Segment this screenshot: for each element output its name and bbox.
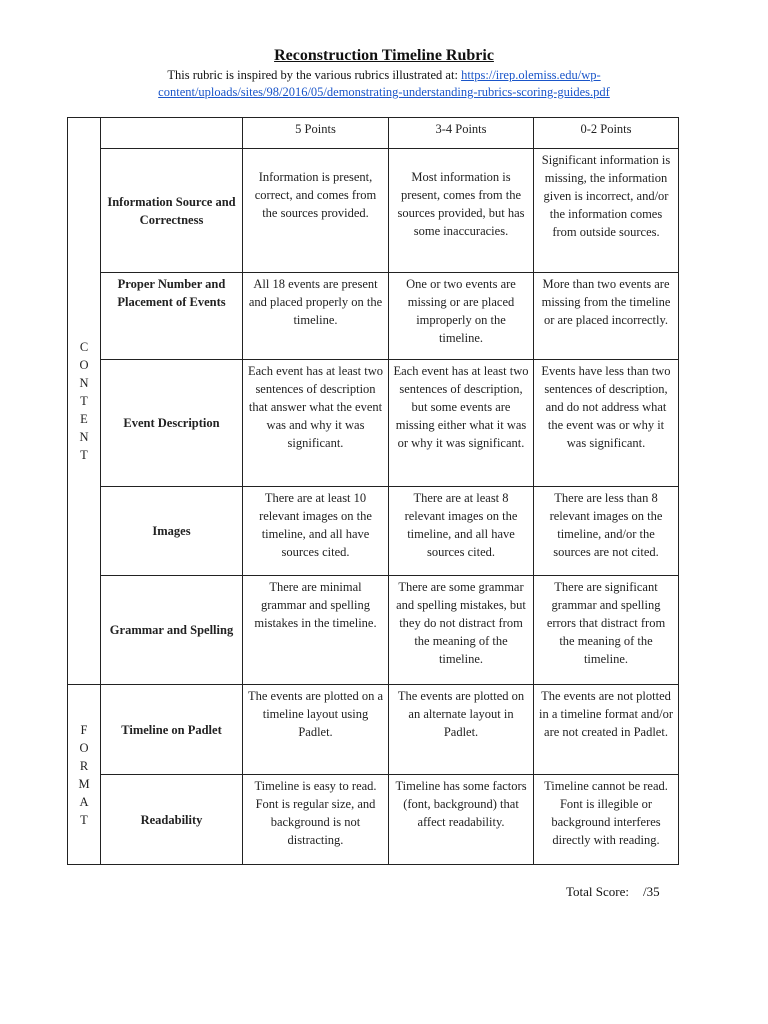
source-link-part1: https://irep.olemiss.edu/wp- bbox=[461, 68, 601, 82]
rubric-cell: All 18 events are present and placed properly on the timeline. bbox=[243, 273, 389, 360]
section-letter: N bbox=[79, 430, 89, 444]
section-letter: F bbox=[80, 722, 88, 737]
section-letter: O bbox=[79, 740, 89, 755]
rubric-cell: There are some grammar and spelling mistakes, but they do not distract from the meaning of the timeline. bbox=[389, 576, 534, 685]
document-header bbox=[0, 46, 768, 101]
criterion-label: Event Description bbox=[101, 360, 243, 487]
section-letter: T bbox=[80, 448, 88, 462]
total-score bbox=[566, 883, 660, 901]
header-empty-cell bbox=[101, 118, 243, 149]
intro-label: This rubric is inspired by the various rubrics illustrated at: bbox=[167, 68, 458, 82]
rubric-cell: Timeline is easy to read. Font is regular size, and background is not distracting. bbox=[243, 775, 389, 865]
rubric-cell: One or two events are missing or are placed improperly on the timeline. bbox=[389, 273, 534, 360]
section-letter: M bbox=[78, 776, 90, 791]
document-title: Reconstruction Timeline Rubric bbox=[274, 47, 494, 64]
rubric-cell: The events are plotted on a timeline layout using Padlet. bbox=[243, 685, 389, 775]
rubric-cell: Each event has at least two sentences of description, but some events are missing either what it was or why it was significant. bbox=[389, 360, 534, 487]
column-header: 3-4 Points bbox=[389, 118, 534, 149]
rubric-cell: There are significant grammar and spelling errors that distract from the meaning of the timeline. bbox=[534, 576, 679, 685]
section-letter: C bbox=[79, 340, 89, 354]
rubric-cell: The events are not plotted in a timeline format and/or are not created in Padlet. bbox=[534, 685, 679, 775]
rubric-row bbox=[68, 576, 679, 685]
rubric-row bbox=[68, 360, 679, 487]
section-content bbox=[68, 118, 101, 685]
rubric-cell: There are minimal grammar and spelling mistakes in the timeline. bbox=[243, 576, 389, 685]
rubric-row bbox=[68, 273, 679, 360]
section-letter: O bbox=[79, 358, 89, 372]
section-letter: R bbox=[79, 758, 89, 773]
column-header: 0-2 Points bbox=[534, 118, 679, 149]
section-letter: T bbox=[80, 394, 88, 408]
rubric-header-row bbox=[68, 118, 679, 149]
criterion-label: Timeline on Padlet bbox=[101, 685, 243, 775]
section-format bbox=[68, 685, 101, 865]
rubric-cell: There are at least 10 relevant images on the timeline, and all have sources cited. bbox=[243, 487, 389, 576]
rubric-row bbox=[68, 775, 679, 865]
rubric-cell: Most information is present, comes from the sources provided, but has some inaccuracies. bbox=[389, 149, 534, 273]
rubric-cell: The events are plotted on an alternate layout in Padlet. bbox=[389, 685, 534, 775]
rubric-cell: Timeline has some factors (font, background) that affect readability. bbox=[389, 775, 534, 865]
criterion-label: Images bbox=[101, 487, 243, 576]
section-letter: A bbox=[79, 794, 89, 809]
rubric-cell: Significant information is missing, the information given is incorrect, and/or the information comes from outside sources. bbox=[534, 149, 679, 273]
rubric-cell: Information is present, correct, and comes from the sources provided. bbox=[243, 149, 389, 273]
section-letter: E bbox=[80, 412, 88, 426]
rubric-cell: There are less than 8 relevant images on the timeline, and/or the sources are not cited. bbox=[534, 487, 679, 576]
intro-text bbox=[0, 67, 768, 101]
total-score-label: Total Score: bbox=[566, 884, 629, 899]
section-letter: T bbox=[80, 812, 88, 827]
rubric-cell: More than two events are missing from the timeline or are placed incorrectly. bbox=[534, 273, 679, 360]
criterion-label: Proper Number and Placement of Events bbox=[101, 273, 243, 360]
rubric-cell: Each event has at least two sentences of description that answer what the event was and why it was significant. bbox=[243, 360, 389, 487]
column-header: 5 Points bbox=[243, 118, 389, 149]
rubric-row bbox=[68, 487, 679, 576]
source-link-part2: content/uploads/sites/98/2016/05/demonstrating-understanding-rubrics-scoring-guides.pdf bbox=[158, 85, 610, 99]
rubric-row bbox=[68, 149, 679, 273]
rubric-table bbox=[67, 117, 679, 865]
rubric-cell: Timeline cannot be read. Font is illegible or background interferes directly with reading. bbox=[534, 775, 679, 865]
criterion-label: Readability bbox=[101, 775, 243, 865]
rubric-cell: There are at least 8 relevant images on the timeline, and all have sources cited. bbox=[389, 487, 534, 576]
section-letter: N bbox=[79, 376, 89, 390]
criterion-label: Information Source and Correctness bbox=[101, 149, 243, 273]
rubric-cell: Events have less than two sentences of description, and do not address what the event was or why it was significant. bbox=[534, 360, 679, 487]
total-score-max: /35 bbox=[643, 884, 660, 899]
rubric-row bbox=[68, 685, 679, 775]
criterion-label: Grammar and Spelling bbox=[101, 576, 243, 685]
